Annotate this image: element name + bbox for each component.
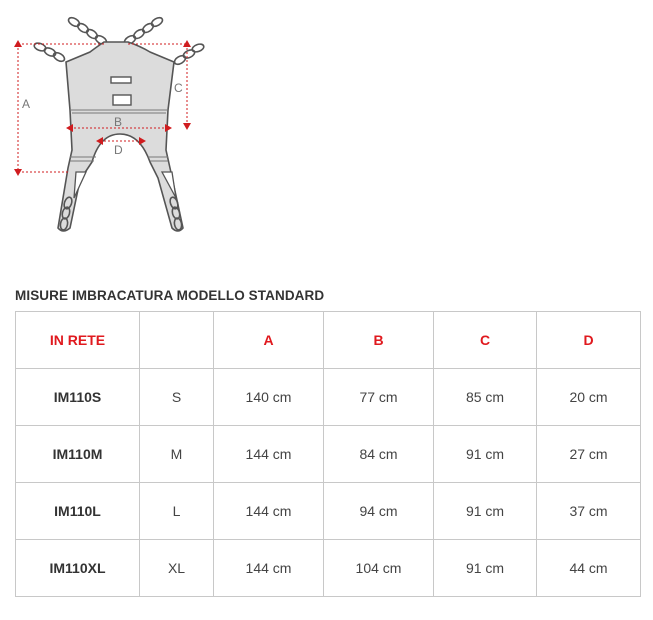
header-cell-b: B <box>324 312 434 369</box>
d-cell: 27 cm <box>537 426 641 483</box>
d-cell: 44 cm <box>537 540 641 597</box>
handle-slot <box>111 77 131 83</box>
sling-diagram <box>0 0 240 250</box>
model-code-cell: IM110S <box>16 369 140 426</box>
label-c: C <box>174 81 183 95</box>
label-d: D <box>114 143 123 157</box>
c-cell: 91 cm <box>434 540 537 597</box>
header-cell-c: C <box>434 312 537 369</box>
model-code-cell: IM110M <box>16 426 140 483</box>
leg-opening <box>74 172 86 198</box>
size-cell: L <box>140 483 214 540</box>
b-cell: 84 cm <box>324 426 434 483</box>
table-header-row <box>16 312 641 369</box>
a-cell: 140 cm <box>214 369 324 426</box>
header-cell-a: A <box>214 312 324 369</box>
header-cell-d: D <box>537 312 641 369</box>
c-cell: 91 cm <box>434 483 537 540</box>
model-code-cell: IM110XL <box>16 540 140 597</box>
b-cell: 104 cm <box>324 540 434 597</box>
d-cell: 20 cm <box>537 369 641 426</box>
top-left-strap-loops <box>67 16 108 46</box>
size-cell: XL <box>140 540 214 597</box>
side-left-strap-loops <box>33 42 66 63</box>
a-cell: 144 cm <box>214 483 324 540</box>
table-row <box>16 426 641 483</box>
label-b: B <box>114 115 123 129</box>
a-cell: 144 cm <box>214 426 324 483</box>
top-right-strap-loops <box>123 16 164 46</box>
size-cell: M <box>140 426 214 483</box>
model-code-cell: IM110L <box>16 483 140 540</box>
c-cell: 85 cm <box>434 369 537 426</box>
table-row <box>16 540 641 597</box>
c-cell: 91 cm <box>434 426 537 483</box>
handle-slot <box>113 95 131 105</box>
b-cell: 77 cm <box>324 369 434 426</box>
table-title: MISURE IMBRACATURA MODELLO STANDARD <box>15 288 325 303</box>
d-cell: 37 cm <box>537 483 641 540</box>
sling-body <box>58 42 183 231</box>
b-cell: 94 cm <box>324 483 434 540</box>
header-cell-model: IN RETE <box>16 312 140 369</box>
size-table <box>15 311 641 597</box>
a-cell: 144 cm <box>214 540 324 597</box>
size-cell: S <box>140 369 214 426</box>
header-cell-size <box>140 312 214 369</box>
label-a: A <box>22 97 31 111</box>
table-row <box>16 369 641 426</box>
table-row <box>16 483 641 540</box>
